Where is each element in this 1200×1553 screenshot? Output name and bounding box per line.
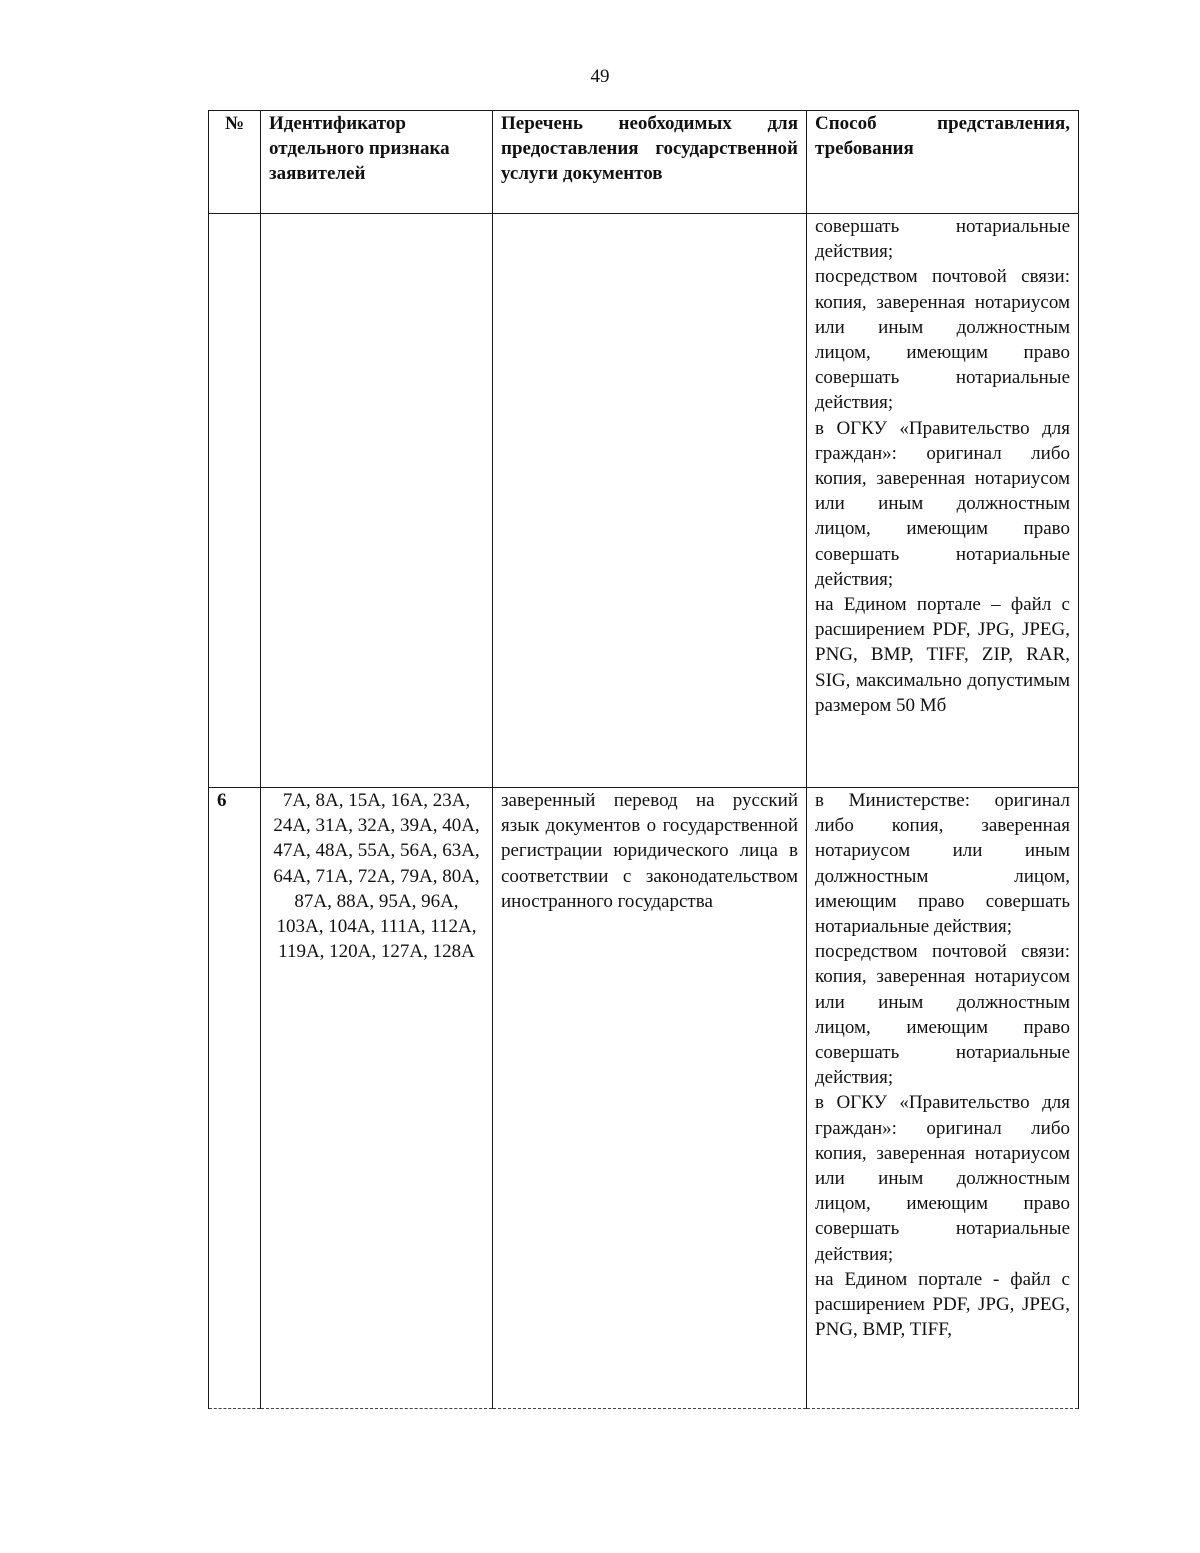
cell-method-continuation — [807, 214, 1079, 788]
method-line: в ОГКУ «Правительство для граждан»: оригинал либо копия, заверенная нотариусом или иным должностным лицом, имеющим право совершать нотариальные действия; — [815, 1092, 1070, 1265]
cell-identifiers: 7А, 8А, 15А, 16А, 23А, 24А, 31А, 32А, 39А, 40А, 47А, 48А, 55А, 56А, 63А, 64А, 71А, 72А, 79А, 80А, 87А, 88А, 95А, 96А, 103А, 104А, 111А, 112А, 119А, 120А, 127А, 128А — [261, 788, 493, 1409]
method-line: в ОГКУ «Правительство для граждан»: оригинал либо копия, заверенная нотариусом или иным должностным лицом, имеющим право совершать нотариальные действия; — [815, 417, 1070, 590]
table-header-row — [209, 111, 1079, 214]
method-line: на Едином портале - файл с расширением PDF, JPG, JPEG, PNG, BMP, TIFF, — [815, 1268, 1070, 1341]
requirements-table — [208, 110, 1079, 1409]
cell-num: 6 — [209, 788, 261, 1409]
cell-method — [807, 788, 1079, 1409]
cell-identifier-empty — [261, 214, 493, 788]
cell-num-empty — [209, 214, 261, 788]
cell-documents-empty — [493, 214, 807, 788]
method-line: посредством почтовой связи: копия, заверенная нотариусом или иным должностным лицом, имеющим право совершать нотариальные действия; — [815, 266, 1070, 414]
method-line: в Министерстве: оригинал либо копия, заверенная нотариусом или иным должностным лицом, имеющим право совершать нотариальные действия; — [815, 790, 1070, 938]
table-row-6 — [209, 788, 1079, 1409]
method-line: на Едином портале – файл с расширением PDF, JPG, JPEG, PNG, BMP, TIFF, ZIP, RAR, SIG, максимально допустимым размером 50 Мб — [815, 594, 1070, 716]
page-number: 49 — [590, 66, 610, 87]
header-identifier: Идентификатор отдельного признака заявителей — [261, 111, 493, 214]
cell-document: заверенный перевод на русский язык документов о государственной регистрации юридического лица в соответствии с законодательством иностранного государства — [493, 788, 807, 1409]
header-method: Способ представления, требования — [807, 111, 1079, 214]
method-line: посредством почтовой связи: копия, заверенная нотариусом или иным должностным лицом, имеющим право совершать нотариальные действия; — [815, 941, 1070, 1089]
header-documents: Перечень необходимых для предоставления государственной услуги документов — [493, 111, 807, 214]
method-line: совершать нотариальные действия; — [815, 216, 1070, 263]
header-num: № — [209, 111, 261, 214]
table-row-continuation — [209, 214, 1079, 788]
